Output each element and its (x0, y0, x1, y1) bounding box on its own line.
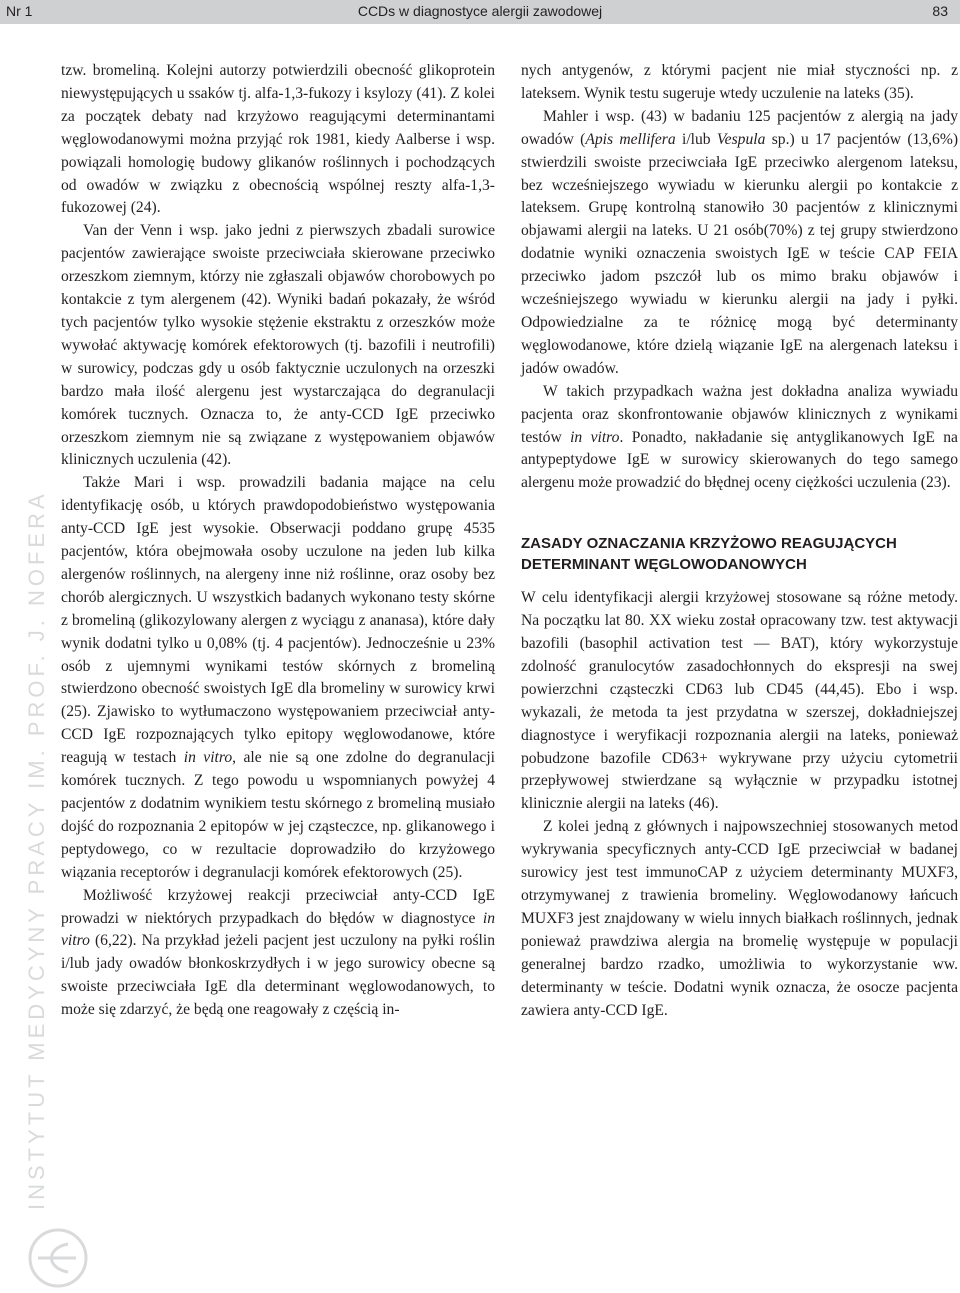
section-gap (521, 495, 958, 533)
right-p3-text: W takich przypadkach ważna jest dokładna analiza wywiadu pacjenta oraz skonfrontowanie objawów klinicznych z wynikami testów (521, 382, 958, 446)
right-column (521, 60, 958, 1022)
right-p3-end: . Ponadto, nakładanie się antyglikanowych IgE na antypeptydowe IgE w surowicy skierowanych do tego samego alergenu może prowadzić do błędnej oceny ciężkości uczulenia (23). (521, 428, 958, 492)
right-paragraph-1: nych antygenów, z którymi pacjent nie miał styczności np. z lateksem. Wynik testu sugeruje wtedy uczulenie na lateks (35). (521, 62, 958, 102)
watermark-text: INSTYTUT MEDYCYNY PRACY IM. PROF. J. NOFERA (24, 490, 49, 1210)
right-paragraph-3 (521, 381, 958, 496)
left-paragraph-2: Van der Venn i wsp. jako jedni z pierwszych zbadali surowice pacjentów zawierające swoiste przeciwciała skierowane przeciwko orzeszkom ziemnym, którzy nie zgłaszali objawów chorobowych po kontakcie z tym alergenem (42). Wyniki badań pokazały, że wśród tych pacjentów tylko wysokie stężenie ekstraktu z orzeszków może wywołać aktywację komórek efektorowych (tj. bazofili i neutrofili) w surowicy, podczas gdy u osób faktycznie uczulonych na orzeszki bardzo mała ilość alergenu jest wystarczająca do degranulacji komórek tucznych. Oznacza to, że anty-CCD IgE przeciwko orzeszkom ziemnym nie są związane z występowaniem objawów klinicznych uczulenia (42). (61, 222, 495, 469)
left-paragraph-4 (61, 885, 495, 1022)
left-paragraph-1: tzw. bromeliną. Kolejni autorzy potwierdzili obecność glikoprotein niewystępujących u ssaków tj. alfa-1,3-fukozy i ksylozy (41). Z kolei za początek debaty nad krzyżowo reagującymi determinantami węglowodanowymi można przyjąć rok 1981, kiedy Aalberse i wsp. powiązali homologię budowy glikanów roślinnych i pochodzących od owadów w związku z obecnością wspólnej reszty alfa-1,3-fukozowej (24). (61, 62, 495, 217)
header-journal-title: CCDs w diagnostyce alergii zawodowej (357, 3, 603, 19)
left-column (61, 60, 495, 1022)
left-p3-italic: in vitro (183, 749, 233, 767)
running-header (0, 0, 960, 24)
right-paragraph-2 (521, 106, 958, 381)
right-p2-mid: i/lub (681, 130, 711, 148)
left-p4-text: Możliwość krzyżowej reakcji przeciwciał anty-CCD IgE prowadzi w niektórych przypadkach do błędów w diagnostyce (61, 886, 495, 927)
left-p3-end: , ale nie są one zdolne do degranulacji komórek tucznych. Z tego powodu u wspomnianych powyżej 4 pacjentów z dodatnim wynikiem testu skórnego z bromeliną musiało dojść do rozpoznania 2 epitopów w jej cząsteczce, np. glikanowego i peptydowego, co w rezultacie doprowadziło do krzyżowego wiązania receptorów i degranulacji komórek efektorowych (25). (61, 749, 496, 881)
header-issue: Nr 1 (6, 3, 33, 19)
left-p3-text: Także Mari i wsp. prowadzili badania mające na celu identyfikację osób, u których prawdopodobieństwo występowania anty-CCD IgE jest wysokie. Obserwacji poddano grupę 4535 pacjentów, która obejmowała osoby uczulone na jeden lub kilka alergenów roślinnych, na alergeny inne niż roślinne, oraz osoby bez chorób alergicznych. U wszystkich badanych wykonano testy skórne z bromeliną (glikozylowany alergen z wyciągu z ananasa), które dały wynik dodatni tylko u 0,08% (tj. 4 pacjentów). Jednocześnie u 23% osób z ujemnymi wynikami testów skórnych z bromeliną stwierdzono obecność swoistych IgE dla bromeliny w surowicy krwi (25). Zjawisko to wytłumaczono występowaniem przeciwciał anty-CCD IgE rozpoznających tylko epitopy węglowodanowe, które reagują w testach (61, 474, 495, 767)
right-paragraph-5: Z kolei jedną z głównych i najpowszechniej stosowanych metod wykrywania specyficznych anty-CCD IgE przeciwciał w badanej surowicy jest test immunoCAP z użyciem determinanty MUXF3, otrzymywanej z trawienia bromeliny. Węglowodanowy łańcuch MUXF3 jest znajdowany w wielu innych białkach roślinnych, jednak ponieważ prawdziwa alergia na bromelię występuje w populacji generalnej bardzo rzadko, umożliwia to wykorzystanie ww. determinanty w teście. Dodatni wynik oznacza, że osocze pacjenta zawiera anty-CCD IgE. (521, 818, 958, 1019)
right-p2-text: Mahler i wsp. (43) w badaniu 125 pacjentów z alergią na jady owadów ( (521, 107, 958, 148)
right-p3-italic: in vitro (570, 428, 620, 446)
left-p4-italic: in vitro (61, 909, 495, 950)
header-page-number: 83 (932, 3, 948, 19)
right-p2-italic-2: Vespula (716, 130, 766, 148)
left-p4-end: (6,22). Na przykład jeżeli pacjent jest uczulony na pyłki roślin i/lub jady owadów błonkoskrzydłych i w jego surowicy obecne są swoiste przeciwciała IgE dla determinant węglowodanowych, to może się zdarzyć, że będą one reagowały z częścią in- (61, 932, 495, 1019)
right-paragraph-4: W celu identyfikacji alergii krzyżowej stosowane są różne metody. Na początku lat 80. XX wieku został opracowany tzw. test aktywacji bazofili (basophil activation test — BAT), który wykorzystuje zdolność granulocytów zasadochłonnych do ekspresji na swej powierzchni cząsteczki CD63 lub CD45 (44,45). Ebo i wsp. wykazali, że metoda ta jest przydatna w szerszej, dokładniejszej diagnostyce i weryfikacji rozpoznania alergii na lateks, ponieważ pobudzone bazofile CD63+ wykrywane przy użyciu cytometrii przepływowej stwierdzane są wyłącznie w przypadku istotnej klinicznie alergii na lateks (46). (521, 589, 958, 813)
left-paragraph-3 (61, 472, 495, 884)
institute-logo-icon (24, 1226, 88, 1290)
section-heading: ZASADY OZNACZANIA KRZYŻOWO REAGUJĄCYCH DETERMINANT WĘGLOWODANOWYCH (521, 535, 897, 574)
right-p2-end: sp.) u 17 pacjentów (13,6%) stwierdzili swoiste przeciwciała IgE przeciwko alergenom lateksu, bez wcześniejszego wywiadu w kierunku alergii po kontakcie z lateksem. Grupę kontrolną stanowiło 30 pacjentów z klinicznymi objawami alergii na lateks. U 21 osób(70%) z tej grupy stwierdzono dodatnie wyniki oznaczenia swoistych IgE w teście CAP FEIA przeciwko jadom pszczół lub os mimo braku objawów i wcześniejszego wywiadu w kierunku alergii na jady i pyłki. Odpowiedzialne za te różnicę mogą być determinanty węglowodanowe, które dzielą wiązanie IgE na alergenach lateksu i jadów owadów. (521, 130, 959, 377)
right-p2-italic-1: Apis mellifera (585, 130, 676, 148)
